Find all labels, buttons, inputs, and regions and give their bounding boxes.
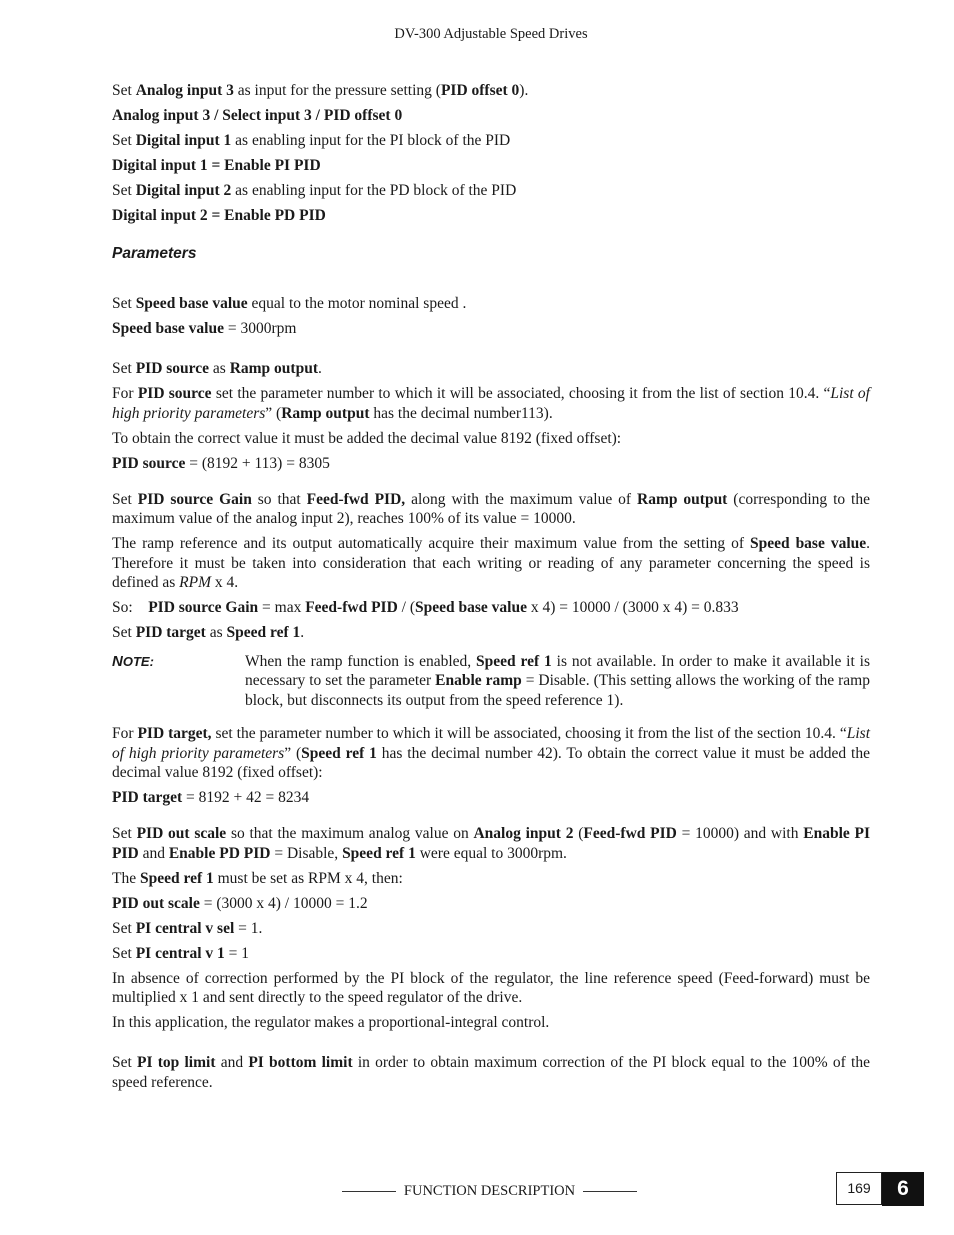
paragraph: Set PID out scale so that the maximum analog value on Analog input 2 (Feed-fwd PID = 10000) and with Enable PI PID and Enable PD PID = Disable, Speed ref 1 were equal to 3000rpm. xyxy=(112,825,871,862)
paragraph: Set PI top limit and PI bottom limit in order to obtain maximum correction of the PI block equal to the 100% of the speed reference. xyxy=(112,1054,870,1091)
setting-line: Analog input 3 / Select input 3 / PID offset 0 xyxy=(112,107,403,124)
paragraph: Set Digital input 1 as enabling input for the PI block of the PID xyxy=(112,132,511,149)
paragraph: For PID target, set the parameter number to which it will be associated, choosing it from the list of the section 10.4. “List of high priority parameters” (Speed ref 1 has the decimal number 42). To obtain the correct value it must be added the decimal value 8192 (fixed offset): xyxy=(112,725,870,781)
setting-line: PID target = 8192 + 42 = 8234 xyxy=(112,789,310,806)
spacer xyxy=(112,344,870,359)
paragraph: In absence of correction performed by the PI block of the regulator, the line reference speed (Feed-forward) must be multiplied x 1 and sent directly to the speed regulator of the drive. xyxy=(112,969,870,1006)
spacer xyxy=(112,479,870,490)
setting-line: Speed base value = 3000rpm xyxy=(112,320,297,337)
running-header: DV-300 Adjustable Speed Drives xyxy=(394,26,588,42)
spacer xyxy=(112,1038,870,1053)
paragraph: The ramp reference and its output automatically acquire their maximum value from the setting of Speed base value. Therefore it must be taken into consideration that each writing or reading of any parameter concerning the speed is defined as RPM x 4. xyxy=(112,535,871,591)
footer-text: FUNCTION DESCRIPTION xyxy=(403,1183,576,1199)
footer-rule-left xyxy=(342,1191,396,1192)
paragraph: Set Digital input 2 as enabling input for the PD block of the PID xyxy=(112,182,517,199)
paragraph: The Speed ref 1 must be set as RPM x 4, then: xyxy=(112,869,403,887)
paragraph: Set PID source as Ramp output. xyxy=(112,360,322,377)
paragraph: Set Analog input 3 as input for the pressure setting (PID offset 0). xyxy=(112,82,529,99)
section-title: Parameters xyxy=(112,244,197,262)
paragraph: Set Speed base value equal to the motor nominal speed . xyxy=(112,295,467,312)
note-block xyxy=(112,652,870,711)
footer-rule-right xyxy=(583,1191,637,1192)
spacer xyxy=(112,813,870,824)
paragraph: Set PID source Gain so that Feed-fwd PID, along with the maximum value of Ramp output (corresponding to the maximum value of the analog input 2), reaches 100% of its value = 10000. xyxy=(112,490,870,527)
paragraph: To obtain the correct value it must be added the decimal value 8192 (fixed offset): xyxy=(112,429,622,447)
page-body xyxy=(112,81,870,1098)
paragraph: Set PID target as Speed ref 1. xyxy=(112,624,305,641)
paragraph: Set PI central v 1 = 1 xyxy=(112,944,250,962)
setting-line: PID out scale = (3000 x 4) / 10000 = 1.2 xyxy=(112,894,368,912)
setting-line: Digital input 2 = Enable PD PID xyxy=(112,207,326,224)
paragraph: In this application, the regulator makes a proportional-integral control. xyxy=(112,1014,550,1031)
chapter-tab: 6 xyxy=(882,1172,924,1206)
running-footer xyxy=(342,1182,637,1202)
setting-line: Digital input 1 = Enable PI PID xyxy=(112,157,321,174)
note-text: When the ramp function is enabled, Speed ref 1 is not available. In order to make it available it is necessary to set the parameter Enable ramp = Disable. (This setting allows the working of the ramp block, but disconnects its output from the speed reference 1). xyxy=(245,652,871,709)
paragraph: Set PI central v sel = 1. xyxy=(112,919,263,937)
note-label: NOTE: xyxy=(112,652,154,670)
formula-line: So: PID source Gain = max Feed-fwd PID / (Speed base value x 4) = 10000 / (3000 x 4) = 0.833 xyxy=(112,599,739,616)
setting-line: PID source = (8192 + 113) = 8305 xyxy=(112,454,330,472)
paragraph: For PID source set the parameter number to which it will be associated, choosing it from the list of section 10.4. “List of high priority parameters” (Ramp output has the decimal number113). xyxy=(112,385,870,422)
page-number: 169 xyxy=(836,1172,882,1205)
